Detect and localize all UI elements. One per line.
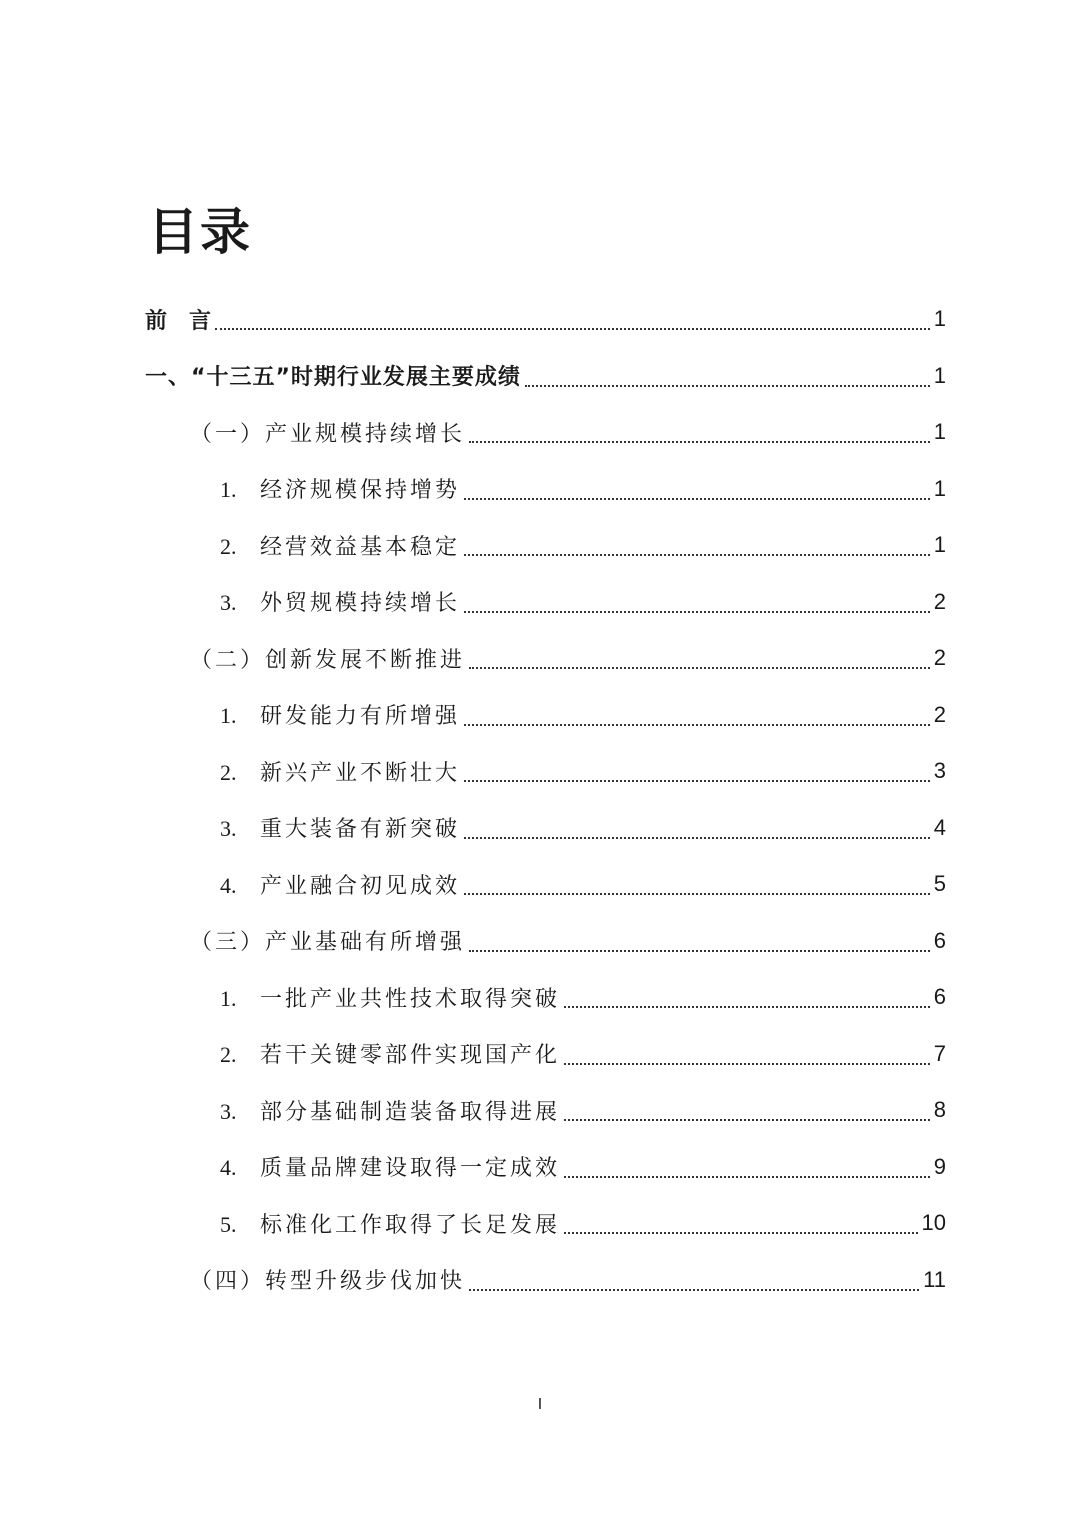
toc-entry-text: 经营效益基本稳定 bbox=[260, 534, 461, 560]
toc-entry-number: 4. bbox=[220, 872, 237, 898]
dot-leader bbox=[469, 441, 930, 443]
toc-entry[interactable] bbox=[0, 913, 946, 969]
toc-entry[interactable] bbox=[0, 404, 946, 460]
toc-entry-text: 产业融合初见成效 bbox=[260, 873, 461, 899]
dot-leader bbox=[464, 611, 930, 613]
toc-entry-text: 外贸规模持续增长 bbox=[260, 591, 461, 616]
toc-entry[interactable] bbox=[0, 574, 946, 630]
toc-entry-page-number: 6 bbox=[933, 984, 946, 1009]
toc-entry-text: （二）创新发展不断推进 bbox=[190, 647, 466, 673]
toc-entry-page-number: 3 bbox=[933, 758, 946, 783]
toc-entry-page-number: 6 bbox=[933, 927, 946, 953]
toc-entry-label bbox=[220, 1151, 560, 1182]
toc-entry-page-number: 2 bbox=[933, 588, 946, 614]
toc-entry[interactable] bbox=[0, 517, 946, 573]
dot-leader bbox=[464, 837, 930, 839]
dot-leader bbox=[469, 950, 930, 952]
dot-leader bbox=[464, 498, 930, 500]
toc-entry-page-number: 7 bbox=[933, 1040, 946, 1066]
dot-leader bbox=[464, 893, 930, 895]
toc-entry-number: 3. bbox=[220, 590, 237, 615]
toc-entry-page-number: 5 bbox=[933, 871, 946, 896]
toc-entry[interactable] bbox=[0, 969, 946, 1025]
toc-entry-text: 前 言 bbox=[145, 308, 212, 334]
toc-entry-label bbox=[220, 756, 460, 787]
toc-entry-page-number: 2 bbox=[933, 645, 946, 670]
toc-entry[interactable] bbox=[0, 743, 946, 799]
toc-entry-page-number: 1 bbox=[933, 475, 946, 501]
toc-entry-label bbox=[190, 417, 465, 448]
toc-entry-page-number: 4 bbox=[933, 814, 946, 840]
dot-leader bbox=[215, 328, 930, 330]
toc-entry-label bbox=[220, 586, 460, 617]
dot-leader bbox=[464, 780, 930, 782]
toc-entry-page-number: 8 bbox=[933, 1097, 946, 1122]
toc-entry-text: 若干关键零部件实现国产化 bbox=[260, 1043, 561, 1068]
toc-entry[interactable] bbox=[0, 800, 946, 856]
toc-entry[interactable] bbox=[0, 1195, 946, 1251]
toc-entry-number: 1. bbox=[220, 985, 237, 1011]
toc-entry-text: 部分基础制造装备取得进展 bbox=[260, 1099, 561, 1125]
page-number: I bbox=[537, 1396, 543, 1413]
toc-entry-text: 经济规模保持增势 bbox=[260, 478, 461, 503]
toc-entry-number: 5. bbox=[220, 1211, 237, 1237]
toc-entry-number: 3. bbox=[220, 1098, 237, 1124]
toc-entry-label bbox=[190, 643, 465, 674]
toc-entry[interactable] bbox=[0, 1139, 946, 1195]
toc-entry-page-number: 1 bbox=[933, 419, 946, 444]
dot-leader bbox=[525, 385, 930, 387]
toc-entry-number: 2. bbox=[220, 533, 237, 559]
toc-entry-label bbox=[220, 530, 460, 561]
dot-leader bbox=[564, 1176, 930, 1178]
toc-entry-text: 标准化工作取得了长足发展 bbox=[260, 1212, 561, 1238]
toc-entry[interactable] bbox=[0, 687, 946, 743]
toc-entry-page-number: 11 bbox=[923, 1266, 946, 1292]
toc-entry-label bbox=[220, 473, 460, 504]
toc-entry-label bbox=[220, 982, 560, 1013]
toc-entry-text: 一批产业共性技术取得突破 bbox=[260, 986, 561, 1012]
toc-entry[interactable] bbox=[0, 856, 946, 912]
toc-entry-text: 研发能力有所增强 bbox=[260, 704, 461, 729]
toc-entry[interactable] bbox=[0, 1026, 946, 1082]
toc-entry[interactable] bbox=[0, 348, 946, 404]
toc-entry-number: 3. bbox=[220, 816, 237, 841]
toc-entry[interactable] bbox=[0, 291, 946, 347]
dot-leader bbox=[564, 1232, 918, 1234]
toc-entry[interactable] bbox=[0, 1082, 946, 1138]
toc-entry-text: 新兴产业不断壮大 bbox=[260, 760, 461, 786]
toc-entry-page-number: 1 bbox=[933, 362, 946, 388]
toc-entry-label bbox=[220, 1038, 560, 1069]
toc-entry-text: （一）产业规模持续增长 bbox=[190, 421, 466, 447]
dot-leader bbox=[564, 1119, 930, 1121]
toc-entry-label bbox=[190, 925, 465, 956]
toc-entry-page-number: 1 bbox=[933, 306, 946, 331]
toc-entry-label bbox=[145, 360, 521, 391]
toc-entry-number: 2. bbox=[220, 759, 237, 785]
toc-entry-number: 4. bbox=[220, 1155, 237, 1180]
toc-entry[interactable] bbox=[0, 630, 946, 686]
dot-leader bbox=[464, 724, 930, 726]
toc-entry-number: 1. bbox=[220, 703, 237, 728]
toc-title: 目录 bbox=[148, 203, 252, 261]
toc-entry-text: （四）转型升级步伐加快 bbox=[190, 1269, 466, 1294]
dot-leader bbox=[469, 667, 930, 669]
toc-entry-page-number: 1 bbox=[933, 532, 946, 557]
toc-entry-number: 2. bbox=[220, 1042, 237, 1067]
toc-entry-label bbox=[220, 869, 460, 900]
toc-entry[interactable] bbox=[0, 1252, 946, 1308]
dot-leader bbox=[564, 1006, 930, 1008]
toc-entry-text: 一、“十三五”时期行业发展主要成绩 bbox=[145, 365, 521, 390]
toc-entry-label bbox=[220, 699, 460, 730]
toc-entry-number: 1. bbox=[220, 477, 237, 502]
dot-leader bbox=[464, 554, 930, 556]
toc-entry-page-number: 9 bbox=[933, 1153, 946, 1179]
toc-entry-label bbox=[220, 812, 460, 843]
toc-entry-text: 重大装备有新突破 bbox=[260, 817, 461, 842]
toc-entry-label bbox=[190, 1264, 465, 1295]
toc-entry-page-number: 2 bbox=[933, 701, 946, 727]
toc-entry[interactable] bbox=[0, 461, 946, 517]
toc-entry-label bbox=[145, 304, 211, 335]
toc-entry-text: （三）产业基础有所增强 bbox=[190, 930, 466, 955]
toc-entry-page-number: 10 bbox=[921, 1210, 946, 1235]
toc-entry-label bbox=[220, 1208, 560, 1239]
toc-entry-text: 质量品牌建设取得一定成效 bbox=[260, 1156, 561, 1181]
dot-leader bbox=[469, 1289, 919, 1291]
toc-entry-label bbox=[220, 1095, 560, 1126]
dot-leader bbox=[564, 1063, 930, 1065]
